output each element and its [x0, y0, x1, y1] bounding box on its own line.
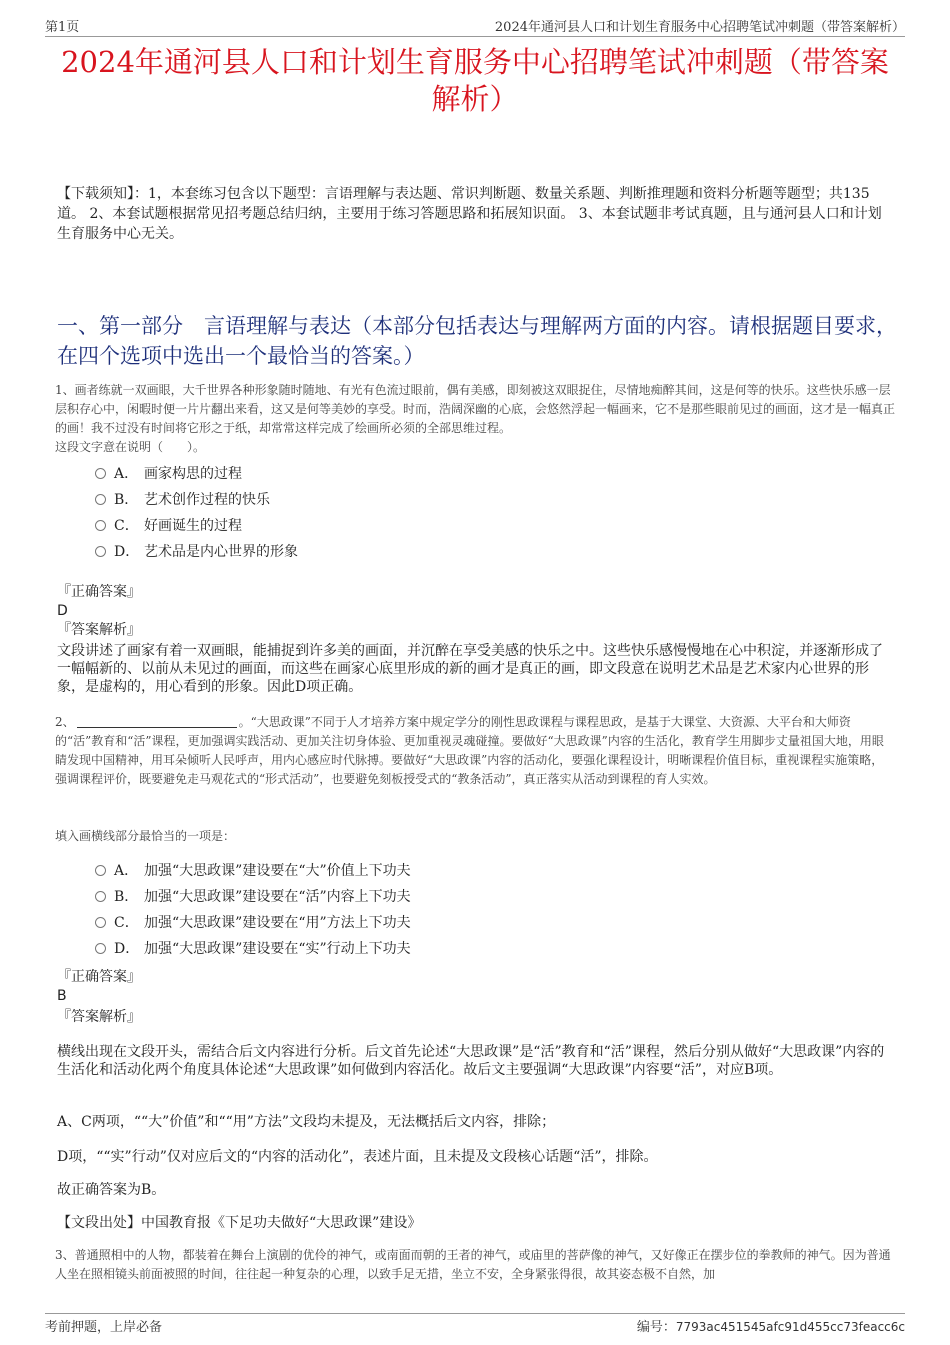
option-c[interactable]: C． 好画诞生的过程 — [95, 513, 298, 539]
header-doc-title: 2024年通河县人口和计划生育服务中心招聘笔试冲刺题（带答案解析） — [494, 20, 905, 35]
section-heading: 一、第一部分 言语理解与表达（本部分包括表达与理解两方面的内容。请根据题目要求，在四个选项中选出一个最恰当的答案。） — [57, 314, 897, 368]
page-footer — [45, 1313, 905, 1336]
question-2-source: 【文段出处】中国教育报《下足功夫做好“大思政课”建设》 — [57, 1215, 422, 1231]
radio-button-icon[interactable] — [95, 891, 106, 902]
question-2-analysis-p1: 横线出现在文段开头，需结合后文内容进行分析。后文首先论述“大思政课”是“活”教育和“活”课程，然后分别从做好“大思政课”内容的生活化和活动化两个角度具体论述“大思政课”如何做到内容活化。故后文主要强调“大思政课”内容要“活”，对应B项。 — [57, 1044, 885, 1078]
option-b[interactable]: B． 加强“大思政课”建设要在“活”内容上下功夫 — [95, 884, 411, 910]
question-1-prompt: 这段文字意在说明（ ）。 — [55, 440, 206, 454]
question-2-options — [95, 858, 411, 962]
radio-button-icon[interactable] — [95, 520, 106, 531]
question-2-answer-block — [57, 968, 895, 1027]
answer-heading: 『正确答案』 — [57, 969, 141, 985]
option-a[interactable]: A． 画家构思的过程 — [95, 461, 298, 487]
radio-button-icon[interactable] — [95, 943, 106, 954]
correct-answer: D — [57, 603, 68, 619]
radio-button-icon[interactable] — [95, 865, 106, 876]
document-code: 编号：7793ac451545afc91d455cc73feacc6c — [636, 1320, 905, 1335]
radio-button-icon[interactable] — [95, 468, 106, 479]
page-header — [45, 14, 905, 37]
question-2-analysis-p4: 故正确答案为B。 — [57, 1182, 166, 1198]
question-3-stem: 3、普通照相中的人物，都装着在舞台上演剧的优伶的神气，或南面而朝的王者的神气，或庙里的菩萨像的神气，又好像正在摆步位的拳教师的神气。因为普通人坐在照相镜头前面被照的时间，往往起一种复杂的心理，以致手足无措，坐立不安，全身紧张得很，故其姿态极不自然，加 — [55, 1248, 891, 1281]
page-number: 第1页 — [45, 20, 80, 35]
option-b[interactable]: B． 艺术创作过程的快乐 — [95, 487, 298, 513]
question-1-stem — [55, 381, 895, 457]
option-c[interactable]: C． 加强“大思政课”建设要在“用”方法上下功夫 — [95, 910, 411, 936]
radio-button-icon[interactable] — [95, 546, 106, 557]
question-2-stem: 2、 。“大思政课”不同于人才培养方案中规定学分的刚性思政课程与课程思政，是基于大课堂、大资源、大平台和大师资的“活”教育和“活”课程，更加强调实践活动、更加关注切身体验、更加重视灵魂碰撞。要做好“大思政课”内容的生活化，教育学生用脚步丈量祖国大地，用眼睛发现中国精神，用耳朵倾听人民呼声，用内心感应时代脉搏。要做好“大思政课”内容的活动化，要强化课程设计，明晰课程价值目标，重视课程实施策略，强调课程评价，既要避免走马观花式的“形式活动”，也要避免刻板授受式的“教条活动”，真正落实从活动到课程的育人实效。 — [55, 715, 884, 786]
question-2-prompt: 填入画横线部分最恰当的一项是： — [55, 829, 236, 843]
download-notice: 【下载须知】：1，本套练习包含以下题型：言语理解与表达题、常识判断题、数量关系题、判断推理题和资料分析题等题型；共135道。 2、本套试题根据常见招考题总结归纳，主要用于练习答题思路和拓展知识面。 3、本套试题非考试真题，且与通河县人口和计划生育服务中心无关。 — [57, 186, 882, 242]
question-1-passage: 1、画者练就一双画眼，大千世界各种形象随时随地、有光有色流过眼前，偶有美感，即刻被这双眼捉住，尽情地痴醉其间，这是何等的快乐。这些快乐感一层层积存心中，闲暇时便一片片翻出来看，这又是何等美妙的享受。时而，浩阔深幽的心底，会悠然浮起一幅画来，它不是那些眼前见过的画面，这才是一幅真正的画！我不过没有时间将它形之于纸，却常常这样完成了绘画所必须的全部思维过程。 — [55, 383, 896, 435]
answer-heading: 『正确答案』 — [57, 584, 141, 600]
option-d[interactable]: D． 加强“大思政课”建设要在“实”行动上下功夫 — [95, 936, 411, 962]
option-a[interactable]: A． 加强“大思政课”建设要在“大”价值上下功夫 — [95, 858, 411, 884]
option-d[interactable]: D． 艺术品是内心世界的形象 — [95, 539, 298, 565]
question-1-answer-block — [57, 583, 895, 640]
question-2-analysis-p3: D项，““实”行动”仅对应后文的“内容的活动化”，表述片面，且未提及文段核心话题“活”，排除。 — [57, 1149, 658, 1165]
fill-in-blank — [77, 715, 237, 728]
analysis-heading: 『答案解析』 — [57, 1009, 141, 1025]
question-2-analysis-p2: A、C两项，““大”价值”和““用”方法”文段均未提及，无法概括后文内容，排除； — [57, 1114, 556, 1130]
radio-button-icon[interactable] — [95, 494, 106, 505]
correct-answer: B — [57, 988, 67, 1004]
radio-button-icon[interactable] — [95, 917, 106, 928]
question-1-analysis: 文段讲述了画家有着一双画眼，能捕捉到许多美的画面，并沉醉在享受美感的快乐之中。这些快乐感慢慢地在心中积淀，并逐渐形成了一幅幅新的、以前从未见过的画面，而这些在画家心底里形成的新的画才是真正的画，即文段意在说明艺术品是艺术家内心世界的形象，是虚构的，用心看到的形象。因此D项正确。 — [57, 643, 883, 695]
question-1-options — [95, 461, 298, 565]
footer-slogan: 考前押题，上岸必备 — [45, 1320, 163, 1335]
document-title: 2024年通河县人口和计划生育服务中心招聘笔试冲刺题（带答案解析） — [61, 45, 889, 116]
analysis-heading: 『答案解析』 — [57, 622, 141, 638]
